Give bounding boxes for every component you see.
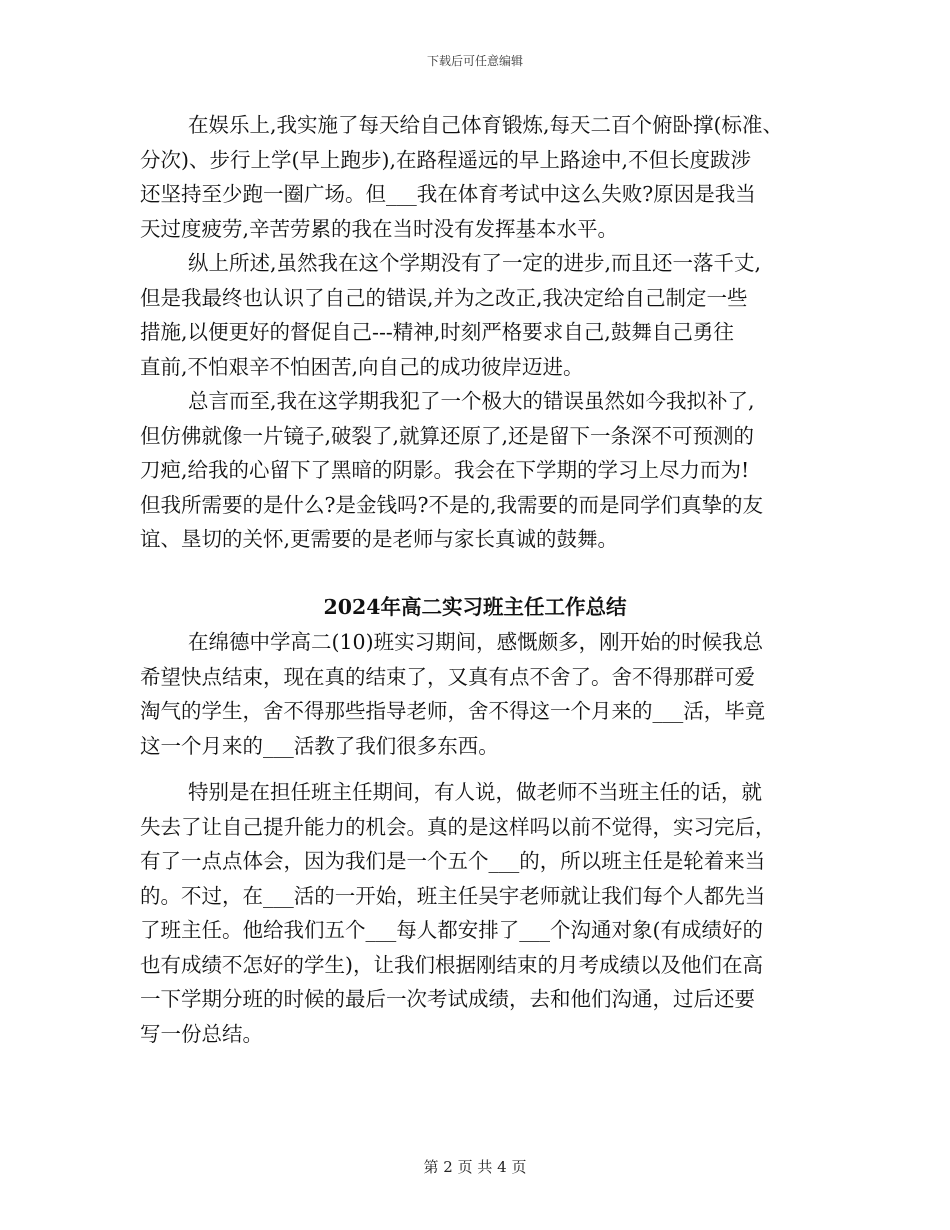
paragraph-entertainment (140, 108, 820, 246)
text-line: 但仿佛就像一片镜子,破裂了,就算还原了,还是留下一条深不可预测的 (140, 423, 755, 448)
paragraph-conclusion (140, 384, 820, 557)
text-line: 写一份总结。 (140, 1021, 263, 1046)
page-number: 第 2 页 共 4 页 (423, 1158, 527, 1176)
text-line: 在绵德中学高二(10)班实习期间，感慨颇多，刚开始的时候我总 (188, 630, 764, 654)
text-line: 但是我最终也认识了自己的错误,并为之改正,我决定给自己制定一些 (140, 285, 748, 310)
text-line: 淘气的学生，舍不得那些指导老师，舍不得这一个月来的___活，毕竟 (140, 699, 766, 723)
text-line: 也有成绩不怎好的学生)，让我们根据刚结束的月考成绩以及他们在高 (140, 952, 763, 977)
paragraph-summary (140, 246, 820, 384)
text-line: 直前,不怕艰辛不怕困苦,向自己的成功彼岸迈进。 (140, 354, 584, 379)
paragraph-internship-intro (140, 625, 820, 763)
text-line: 希望快点结束，现在真的结束了，又真有点不舍了。舍不得那群可爱 (140, 664, 755, 689)
text-line: 谊、垦切的关怀,更需要的是老师与家长真诚的鼓舞。 (140, 527, 619, 551)
text-line: 特别是在担任班主任期间，有人说，做老师不当班主任的话，就 (188, 780, 762, 804)
text-line: 纵上所述,虽然我在这个学期没有了一定的进步,而且还一落千丈, (188, 251, 762, 275)
text-line: 分次)、步行上学(早上跑步),在路程遥远的早上路途中,不但长度跋涉 (140, 147, 752, 172)
text-line: 但我所需要的是什么?是金钱吗?不是的,我需要的而是同学们真挚的友 (140, 492, 763, 517)
text-line: 了班主任。他给我们五个___每人都安排了___个沟通对象(有成绩好的 (140, 918, 763, 942)
paragraph-head-teacher (140, 775, 820, 1051)
text-line: 有了一点点体会，因为我们是一个五个___的，所以班主任是轮着来当 (140, 849, 766, 873)
text-line: 总言而至,我在这学期我犯了一个极大的错误虽然如今我拟补了, (188, 389, 755, 413)
text-line: 刀疤,给我的心留下了黑暗的阴影。我会在下学期的学习上尽力而为! (140, 458, 750, 482)
text-line: 在娱乐上,我实施了每天给自己体育锻炼,每天二百个俯卧撑(标准、 (188, 113, 784, 137)
section-title: 2024年高二实习班主任工作总结 (323, 595, 627, 619)
text-line: 一下学期分班的时候的最后一次考试成绩，去和他们沟通，过后还要 (140, 987, 755, 1011)
text-line: 天过度疲劳,辛苦劳累的我在当时没有发挥基本水平。 (140, 216, 619, 241)
text-line: 的。不过，在___活的一开始，班主任吴宇老师就让我们每个人都先当 (140, 883, 766, 908)
page-header-note: 下载后可任意编辑 (426, 54, 523, 68)
text-line: 失去了让自己提升能力的机会。真的是这样吗以前不觉得，实习完后， (140, 814, 776, 839)
text-line: 措施,以便更好的督促自己---精神,时刻严格要求自己,鼓舞自己勇往 (140, 320, 734, 344)
text-line: 这一个月来的___活教了我们很多东西。 (140, 733, 499, 758)
text-line: 还坚持至少跑一圈广场。但___我在体育考试中这么失败?原因是我当 (140, 182, 756, 206)
